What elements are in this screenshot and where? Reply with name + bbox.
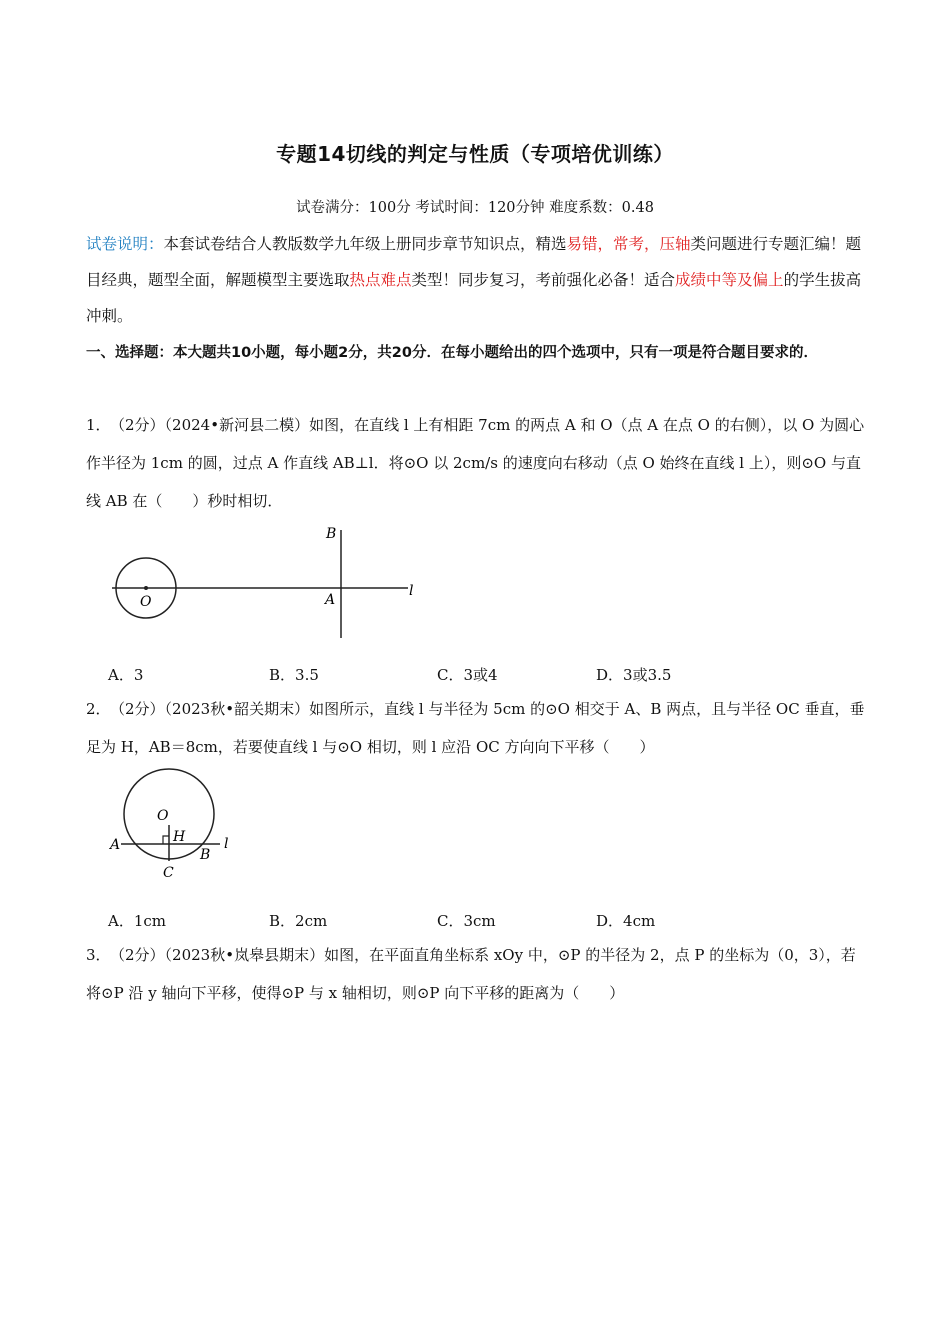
label-o: O xyxy=(157,808,169,824)
description-text: 类型！同步复习，考前强化必备！适合 xyxy=(411,271,676,289)
description-text: 的学生拔高冲刺。 xyxy=(86,271,862,325)
highlight-text: 易错，常考，压轴 xyxy=(566,235,691,253)
exam-meta: 试卷满分：100分 考试时间：120分钟 难度系数：0.48 xyxy=(296,200,654,216)
question-number: 1． xyxy=(86,416,111,434)
option-c[interactable]: C．3cm xyxy=(437,912,496,930)
label-l: l xyxy=(409,583,414,599)
question-3 xyxy=(86,936,868,1012)
exam-description xyxy=(86,226,866,334)
label-c: C xyxy=(163,865,174,881)
description-text: 类问题进行专题汇编！题目经典，题型全面，解题模型主要选取 xyxy=(86,235,862,289)
label-a: A xyxy=(325,592,336,608)
label-o: O xyxy=(140,594,152,610)
option-b[interactable]: B．2cm xyxy=(269,912,328,930)
figure-2 xyxy=(105,765,250,883)
highlight-text: 热点难点 xyxy=(349,271,412,289)
section-heading: 一、选择题：本大题共10小题，每小题2分，共20分．在每小题给出的四个选项中，只有一项是符合题目要求的． xyxy=(86,345,818,361)
highlight-text: 成绩中等及偏上 xyxy=(675,271,784,289)
option-d[interactable]: D．4cm xyxy=(596,912,656,930)
label-a: A xyxy=(110,837,121,853)
figure-1 xyxy=(100,520,440,645)
page-title: 专题14切线的判定与性质（专项培优训练） xyxy=(276,142,674,166)
question-2 xyxy=(86,690,868,766)
label-b: B xyxy=(200,847,211,863)
center-point xyxy=(144,586,148,590)
question-number: 3． xyxy=(86,946,111,964)
question-text: （2分）（2024•新河县二模）如图，在直线 l 上有相距 7cm 的两点 A 和 O（点 A 在点 O 的右侧），以 O 为圆心作半径为 1cm 的圆，过点 A 作直线 AB⊥l．将⊙O 以 2cm/s 的速度向右移动（点 O 始终在直线 l 上），则⊙O 与直线 AB 在（ ）秒时相切． xyxy=(86,416,865,510)
label-l: l xyxy=(224,836,229,852)
option-d[interactable]: D．3或3.5 xyxy=(596,666,672,684)
label-b: B xyxy=(326,526,337,542)
option-b[interactable]: B．3.5 xyxy=(269,666,319,684)
question-1 xyxy=(86,406,868,520)
question-text: （2分）（2023秋•韶关期末）如图所示，直线 l 与半径为 5cm 的⊙O 相交于 A、B 两点，且与半径 OC 垂直，垂足为 H，AB＝8cm，若要使直线 l 与⊙O 相切，则 l 应沿 OC 方向向下平移（ ） xyxy=(86,700,865,756)
right-angle-mark xyxy=(163,836,169,844)
description-label: 试卷说明： xyxy=(86,235,164,253)
label-h: H xyxy=(173,829,186,845)
option-a[interactable]: A．1cm xyxy=(108,912,167,930)
option-c[interactable]: C．3或4 xyxy=(437,666,498,684)
option-a[interactable]: A．3 xyxy=(108,666,144,684)
question-number: 2． xyxy=(86,700,111,718)
description-text: 本套试卷结合人教版数学九年级上册同步章节知识点，精选 xyxy=(163,235,567,253)
question-text: （2分）（2023秋•岚皋县期末）如图，在平面直角坐标系 xOy 中，⊙P 的半径为 2，点 P 的坐标为（0，3），若将⊙P 沿 y 轴向下平移，使得⊙P 与 x 轴相切，则⊙P 向下平移的距离为（ ） xyxy=(86,946,856,1002)
